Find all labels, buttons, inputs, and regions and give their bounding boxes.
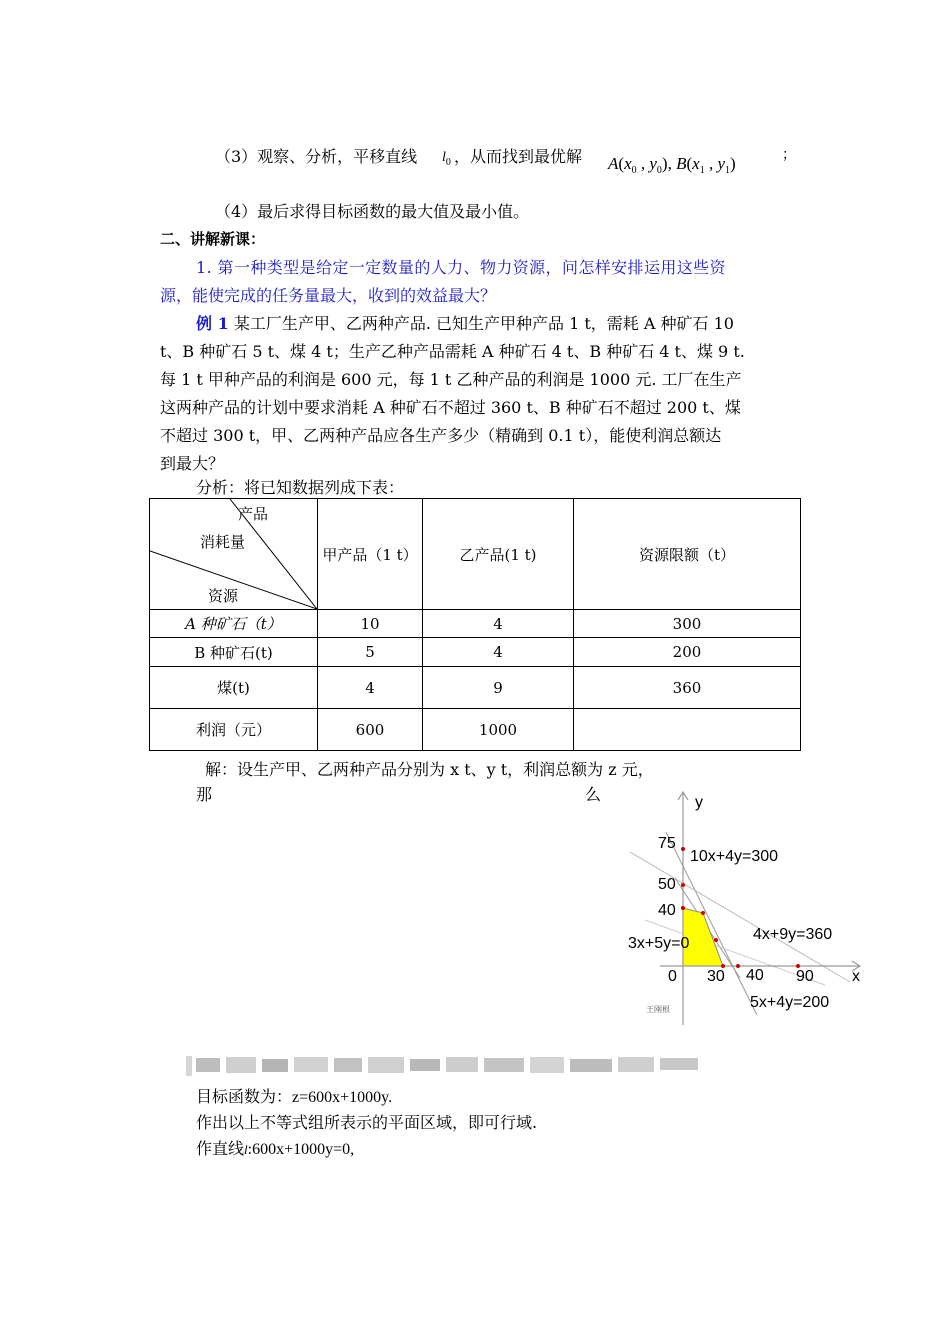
point-intersection [701, 911, 705, 915]
example-line4: 这两种产品的计划中要求消耗 A 种矿石不超过 360 t、B 种矿石不超过 200 t、煤 [160, 398, 741, 417]
type1-line1: 1. 第一种类型是给定一定数量的人力、物力资源，问怎样安排运用这些资 [196, 258, 726, 277]
table-cell: 360 [574, 667, 801, 709]
equation-label-4x9y: 4x+9y=360 [753, 926, 833, 943]
table-header-cell: 乙产品(1 t) [423, 499, 574, 610]
equation-label-3x5y: 3x+5y=0 [628, 935, 690, 952]
table-cell: 300 [574, 610, 801, 638]
objective-function: 目标函数为：z=600x+1000y. [196, 1089, 393, 1106]
table-row [150, 667, 801, 709]
point-intersection-2 [714, 938, 718, 942]
table-header-cell: 甲产品（1 t） [318, 499, 423, 610]
solution-line1: 解：设生产甲、乙两种产品分别为 x t、y t，利润总额为 z 元， [205, 760, 654, 779]
graph-watermark: 王刚根 [646, 1005, 670, 1014]
table-corner-cell [150, 499, 318, 610]
solution-me: 么 [585, 785, 602, 804]
example-line6: 到最大？ [160, 454, 225, 473]
tick-label-x90: 90 [796, 968, 814, 985]
table-cell: 4 [318, 667, 423, 709]
table-cell [574, 709, 801, 751]
example-line1: 例 1 某工厂生产甲、乙两种产品. 已知生产甲种产品 1 t，需耗 A 种矿石 10 [196, 314, 734, 333]
table-cell: 4 [423, 638, 574, 667]
step3-end: ； [782, 147, 796, 163]
corner-bottom-label: 资源 [208, 587, 239, 605]
tick-label-x40: 40 [746, 967, 764, 984]
table-cell: 1000 [423, 709, 574, 751]
point-y75 [681, 847, 685, 851]
resource-table [149, 498, 801, 751]
tick-label-x30: 30 [707, 968, 725, 985]
solution-na: 那 [196, 785, 213, 804]
equation-label-10x4y: 10x+4y=300 [690, 848, 779, 865]
table-cell: 5 [318, 638, 423, 667]
garbled-text-strip [186, 1054, 700, 1078]
table-row [150, 610, 801, 638]
table-row-label: B 种矿石(t) [150, 638, 318, 667]
step4-line: （4）最后求得目标函数的最大值及最小值。 [215, 202, 530, 221]
l0-symbol: $l_0$ [442, 150, 451, 168]
type1-line2: 源，能使完成的任务量最大，收到的效益最大？ [160, 286, 497, 305]
tick-label-y50: 50 [658, 876, 676, 893]
example-line5: 不超过 300 t，甲、乙两种产品应各生产多少（精确到 0.1 t），能使利润总额达 [160, 426, 722, 445]
table-cell: 9 [423, 667, 574, 709]
point-y40 [681, 906, 685, 910]
tick-label-y75: 75 [658, 835, 676, 852]
table-row-label: 利润（元） [150, 709, 318, 751]
table-row-label: 煤(t) [150, 667, 318, 709]
table-row [150, 709, 801, 751]
point-x40 [736, 964, 740, 968]
line-l-text: 作直线l:600x+1000y=0, [196, 1139, 355, 1158]
point-y50 [681, 883, 685, 887]
y-axis-label: y [695, 794, 703, 811]
step3-text: （3）观察、分析，平移直线 [215, 147, 418, 166]
feasible-region-graph [620, 790, 870, 1030]
table-header-row [150, 499, 801, 610]
example-line2: t、B 种矿石 5 t、煤 4 t；生产乙种产品需耗 A 种矿石 4 t、B 种矿石 4 t、煤 9 t. [160, 342, 745, 361]
tick-label-y40: 40 [658, 902, 676, 919]
equation-label-5x4y: 5x+4y=200 [750, 994, 830, 1011]
step3-line [215, 144, 417, 167]
analysis-line: 分析：将已知数据列成下表： [196, 478, 405, 497]
example-line3: 每 1 t 甲种产品的利润是 600 元，每 1 t 乙种产品的利润是 1000 元. 工厂在生产 [160, 370, 742, 389]
x-axis-label: x [852, 968, 860, 985]
feasible-region-text: 作出以上不等式组所表示的平面区域，即可行域. [196, 1113, 538, 1132]
step3-mid: ，从而找到最优解 [454, 147, 583, 166]
corner-top-label: 产品 [238, 505, 269, 523]
table-row-label: A 种矿石（t） [150, 610, 318, 638]
table-cell: 200 [574, 638, 801, 667]
table-cell: 600 [318, 709, 423, 751]
optimal-solution-expression: $A(x_0$ , $y_0$), $B(x_1$ , $y_1$) [608, 154, 736, 176]
table-cell: 10 [318, 610, 423, 638]
origin-label: 0 [668, 968, 677, 985]
section-title: 二、讲解新课： [160, 230, 266, 248]
table-cell: 4 [423, 610, 574, 638]
example-label: 例 1 [196, 314, 229, 333]
table-header-cell: 资源限额（t） [574, 499, 801, 610]
corner-mid-label: 消耗量 [200, 533, 246, 551]
table-row [150, 638, 801, 667]
